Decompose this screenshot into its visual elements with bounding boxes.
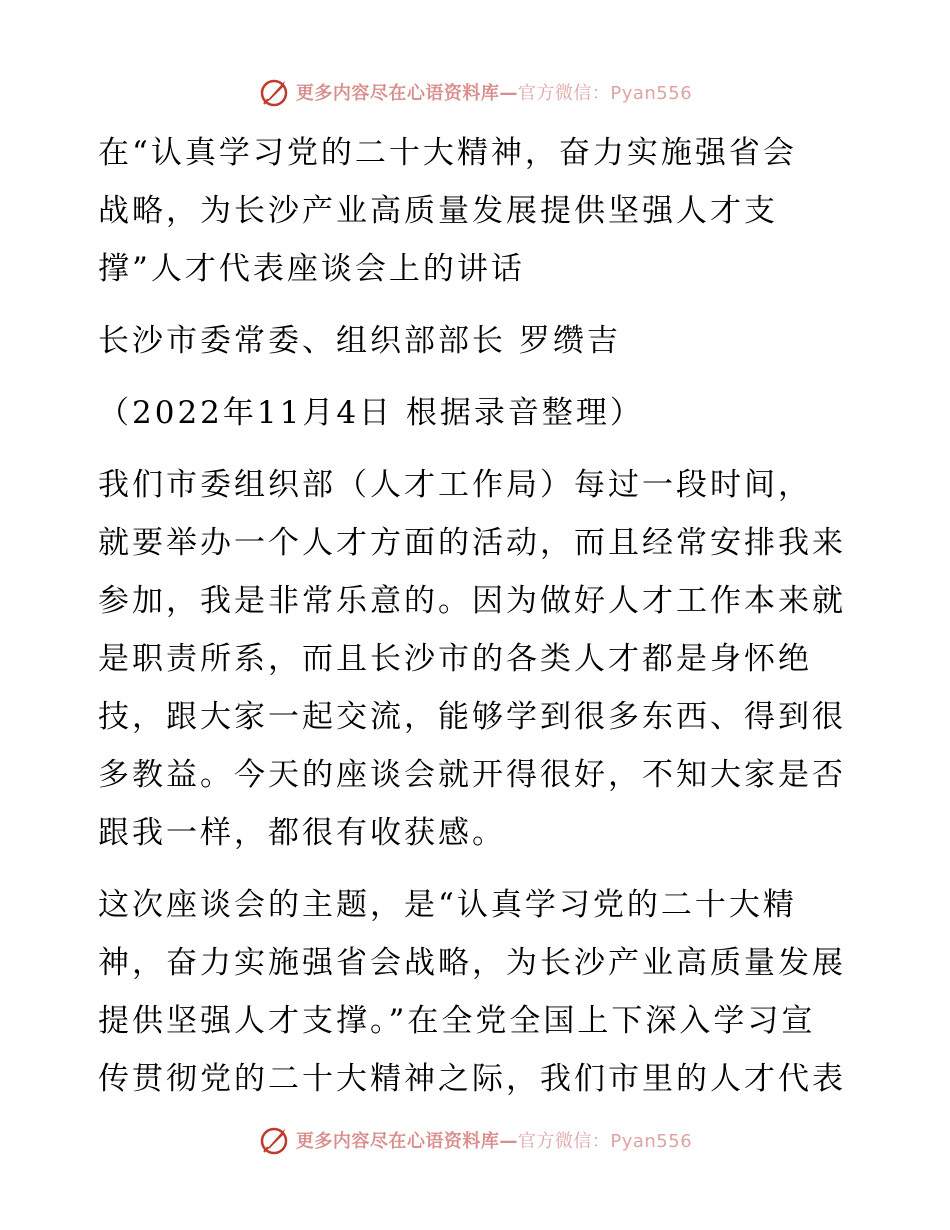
paragraph-line: 多教益。今天的座谈会就开得很好，不知大家是否 [98, 757, 846, 793]
paragraph-line: 跟我一样，都很有收获感。 [98, 815, 506, 851]
paragraph-line: 参加，我是非常乐意的。因为做好人才工作本来就 [98, 583, 846, 619]
document-body [98, 124, 858, 1108]
paragraph-line: 这次座谈会的主题，是“认真学习党的二十大精 [98, 887, 797, 923]
paragraph [98, 456, 858, 862]
paragraph-line: 技，跟大家一起交流，能够学到很多东西、得到很 [98, 699, 846, 735]
quill-logo-icon [258, 1124, 290, 1156]
watermark-contact-text: 官方微信：Pyan556 [517, 1131, 693, 1152]
date-note: （2022年11月4日 根据录音整理） [98, 395, 644, 431]
title-line: 撑”人才代表座谈会上的讲话 [98, 251, 525, 287]
paragraph-line: 传贯彻党的二十大精神之际，我们市里的人才代表 [98, 1061, 846, 1097]
paragraph-line: 神，奋力实施强省会战略，为长沙产业高质量发展 [98, 945, 846, 981]
paragraph [98, 876, 858, 1108]
watermark-site-text: 更多内容尽在心语资料库 [295, 83, 500, 104]
watermark-separator: — [499, 1131, 518, 1152]
paragraph-line: 就要举办一个人才方面的活动，而且经常安排我来 [98, 525, 846, 561]
watermark-separator: — [499, 83, 518, 104]
quill-logo-icon [258, 76, 290, 108]
watermark-contact-text: 官方微信：Pyan556 [517, 83, 693, 104]
author-line: 长沙市委常委、组织部部长 罗缵吉 [98, 323, 621, 359]
watermark-site-text: 更多内容尽在心语资料库 [295, 1131, 500, 1152]
paragraph-line: 我们市委组织部（人才工作局）每过一段时间， [98, 467, 812, 503]
document-title [98, 124, 858, 298]
title-line: 战略，为长沙产业高质量发展提供坚强人才支 [98, 193, 778, 229]
paragraph-line: 提供坚强人才支撑。”在全党全国上下深入学习宣 [98, 1003, 816, 1039]
paragraph-line: 是职责所系，而且长沙市的各类人才都是身怀绝 [98, 641, 812, 677]
title-line: 在“认真学习党的二十大精神，奋力实施强省会 [98, 135, 797, 171]
header-watermark [0, 72, 950, 112]
footer-watermark [0, 1120, 950, 1160]
